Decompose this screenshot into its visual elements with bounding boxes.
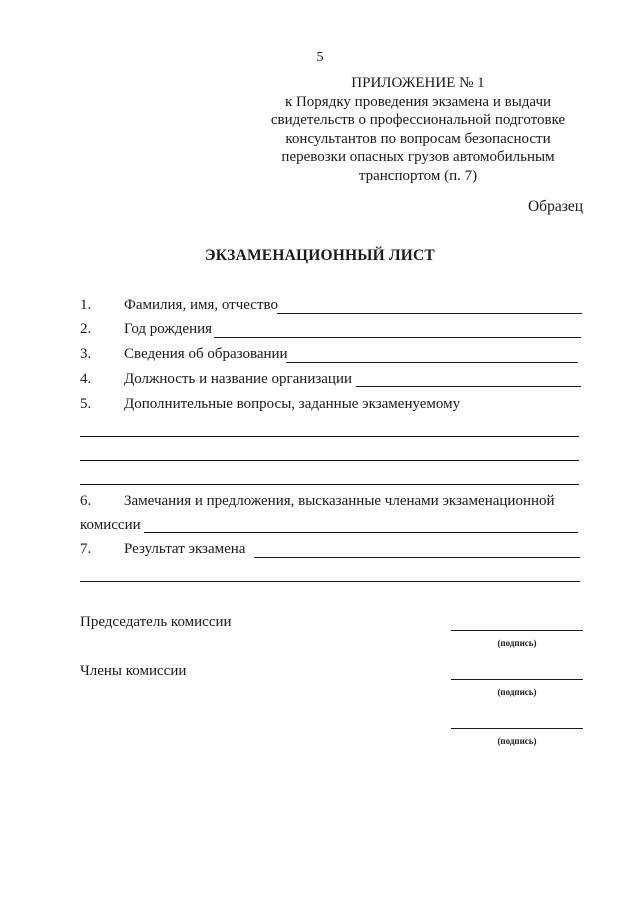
appendix-line: перевозки опасных грузов автомобильным (281, 149, 555, 166)
field-number: 1. (80, 297, 92, 313)
signature-caption: (подпись) (497, 638, 537, 648)
signature-caption: (подпись) (497, 736, 537, 746)
additional-questions-line[interactable] (80, 436, 579, 437)
field-label-remarks: Замечания и предложения, высказанные членами экзаменационной (124, 493, 555, 509)
position-organization-line[interactable] (356, 386, 581, 387)
appendix-line: свидетельств о профессиональной подготовке (270, 112, 566, 129)
chairman-signature-line[interactable] (451, 630, 583, 631)
field-number: 2. (80, 321, 92, 337)
field-label-additional-questions: Дополнительные вопросы, заданные экзаменуемому (124, 396, 461, 412)
field-label-exam-result: Результат экзамена (124, 541, 246, 557)
field-number: 3. (80, 346, 92, 362)
member-signature-line[interactable] (451, 728, 583, 729)
field-label-education: Сведения об образовании (124, 346, 288, 362)
exam-result-line[interactable] (254, 557, 580, 558)
appendix-title: ПРИЛОЖЕНИЕ № 1 (351, 75, 485, 91)
additional-questions-line[interactable] (80, 460, 579, 461)
full-name-line[interactable] (277, 313, 582, 314)
remarks-line[interactable] (144, 532, 578, 533)
member-signature-line[interactable] (451, 679, 583, 680)
form-title: ЭКЗАМЕНАЦИОННЫЙ ЛИСТ (205, 247, 435, 264)
field-label-birth-year: Год рождения (124, 321, 213, 337)
members-label: Члены комиссии (80, 663, 187, 679)
field-number: 6. (80, 493, 92, 509)
additional-questions-line[interactable] (80, 484, 579, 485)
field-label-remarks-continuation: комиссии (80, 517, 141, 533)
appendix-line: консультантов по вопросам безопасности (285, 130, 551, 147)
signature-caption: (подпись) (497, 687, 537, 697)
field-label-position-organization: Должность и название организации (124, 371, 353, 387)
exam-result-line[interactable] (80, 581, 580, 582)
page-number: 5 (316, 50, 324, 65)
field-number: 5. (80, 396, 92, 412)
appendix-header (258, 74, 578, 186)
field-number: 4. (80, 371, 92, 387)
birth-year-line[interactable] (214, 337, 581, 338)
education-line[interactable] (286, 362, 578, 363)
chairman-label: Председатель комиссии (80, 614, 232, 630)
field-number: 7. (80, 541, 92, 557)
appendix-line: транспортом (п. 7) (358, 167, 478, 184)
appendix-line: к Порядку проведения экзамена и выдачи (284, 93, 552, 110)
sample-label: Образец (527, 198, 583, 215)
field-label-full-name: Фамилия, имя, отчество (124, 297, 278, 313)
